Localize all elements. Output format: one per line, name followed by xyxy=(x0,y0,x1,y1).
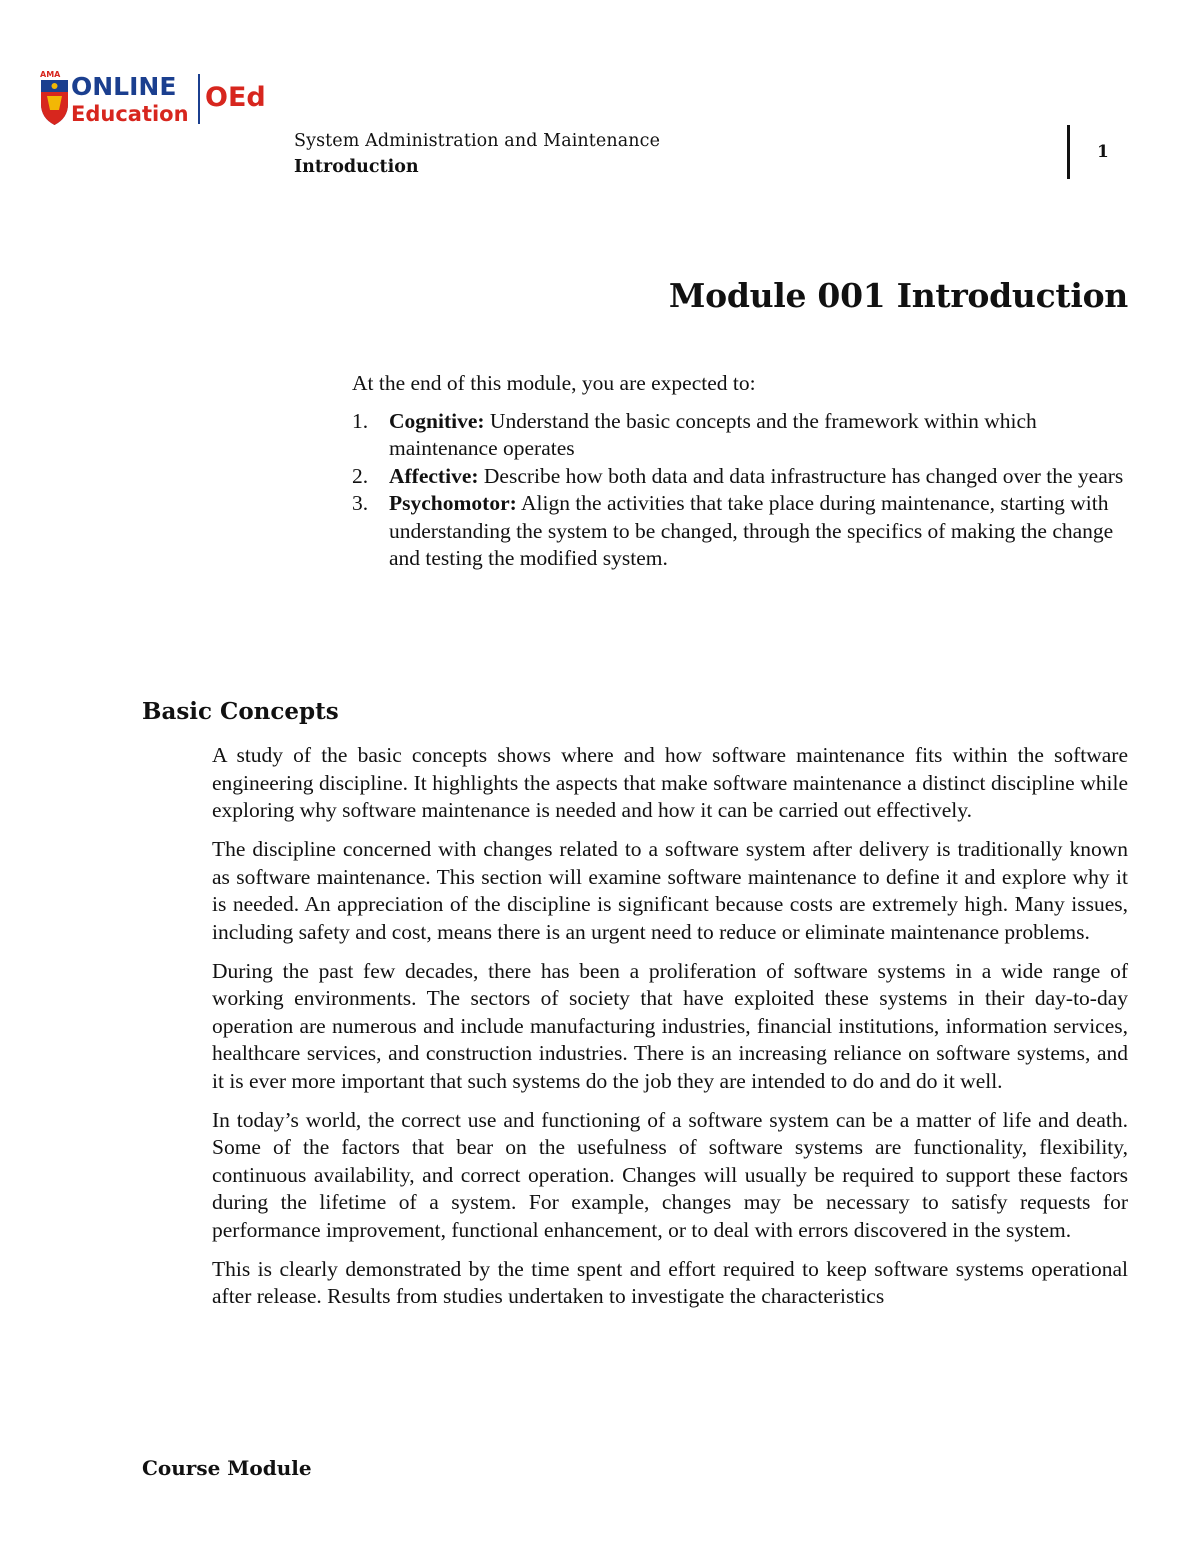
course-name: System Administration and Maintenance xyxy=(294,131,661,151)
objectives-list xyxy=(352,408,1127,573)
page-number: 1 xyxy=(1097,142,1109,162)
footer-label: Course Module xyxy=(142,1456,312,1480)
objectives xyxy=(352,370,1127,573)
objective-text: Describe how both data and data infrastructure has changed over the years xyxy=(478,463,1124,488)
objective-number: 2. xyxy=(352,463,369,488)
objective-text: Align the activities that take place during maintenance, starting with understanding the system to be changed, through the specifics of making the change and testing the modified system. xyxy=(389,491,1114,570)
topic-name: Introduction xyxy=(294,157,419,177)
crest-text: AMA xyxy=(40,70,61,79)
running-header xyxy=(294,128,660,180)
brand-logo xyxy=(38,70,273,128)
module-title: Module 001 Introduction xyxy=(668,276,1128,315)
paragraph: A study of the basic concepts shows where and how software maintenance fits within the software engineering discipline. It highlights the aspects that make software maintenance a distinct discipline while exploring why software maintenance is needed and how it can be carried out effectively. xyxy=(212,743,1128,822)
logo-mark-text: OEd xyxy=(205,82,266,113)
objective-number: 1. xyxy=(352,408,369,433)
objective-label: Psychomotor: xyxy=(389,491,517,515)
crest-icon xyxy=(40,70,68,125)
paragraph: This is clearly demonstrated by the time spent and effort required to keep software systems operational after release. Results from studies undertaken to investigate the characteristics xyxy=(212,1256,1128,1308)
paragraph: In today’s world, the correct use and functioning of a software system can be a matter of life and death. Some of the factors that bear on the usefulness of software systems are functionality, flexibility, continuous availability, and correct operation. Changes will usually be required to support these factors during the lifetime of a system. For example, changes may be necessary to satisfy requests for performance improvement, functional enhancement, or to deal with errors discovered in the system. xyxy=(212,1107,1128,1242)
objective-number: 3. xyxy=(352,491,369,515)
paragraph: The discipline concerned with changes related to a software system after delivery is traditionally known as software maintenance. This section will examine software maintenance to define it and explore why it is needed. An appreciation of the discipline is significant because costs are extremely high. Many issues, including safety and cost, means there is an urgent need to reduce or eliminate maintenance problems. xyxy=(212,837,1128,944)
logo-bottom-text: Education xyxy=(71,102,189,126)
objective-label: Cognitive: xyxy=(389,408,485,433)
objective-item xyxy=(352,408,1127,463)
section-body xyxy=(212,742,1128,1322)
header-divider xyxy=(1067,125,1070,179)
section-heading: Basic Concepts xyxy=(142,698,339,725)
objective-item xyxy=(352,463,1127,491)
objective-item xyxy=(352,490,1127,573)
objectives-intro: At the end of this module, you are expected to: xyxy=(352,371,756,395)
objective-label: Affective: xyxy=(389,463,479,488)
objective-text: Understand the basic concepts and the framework within which maintenance operates xyxy=(389,408,1037,460)
paragraph: During the past few decades, there has been a proliferation of software systems in a wide range of working environments. The sectors of society that have exploited these systems in their day-to-day operation are numerous and include manufacturing industries, financial institutions, information services, healthcare services, and construction industries. There is an increasing reliance on software systems, and it is ever more important that such systems do the job they are intended to do and do it well. xyxy=(212,958,1128,1093)
logo-top-text: ONLINE xyxy=(71,72,177,101)
